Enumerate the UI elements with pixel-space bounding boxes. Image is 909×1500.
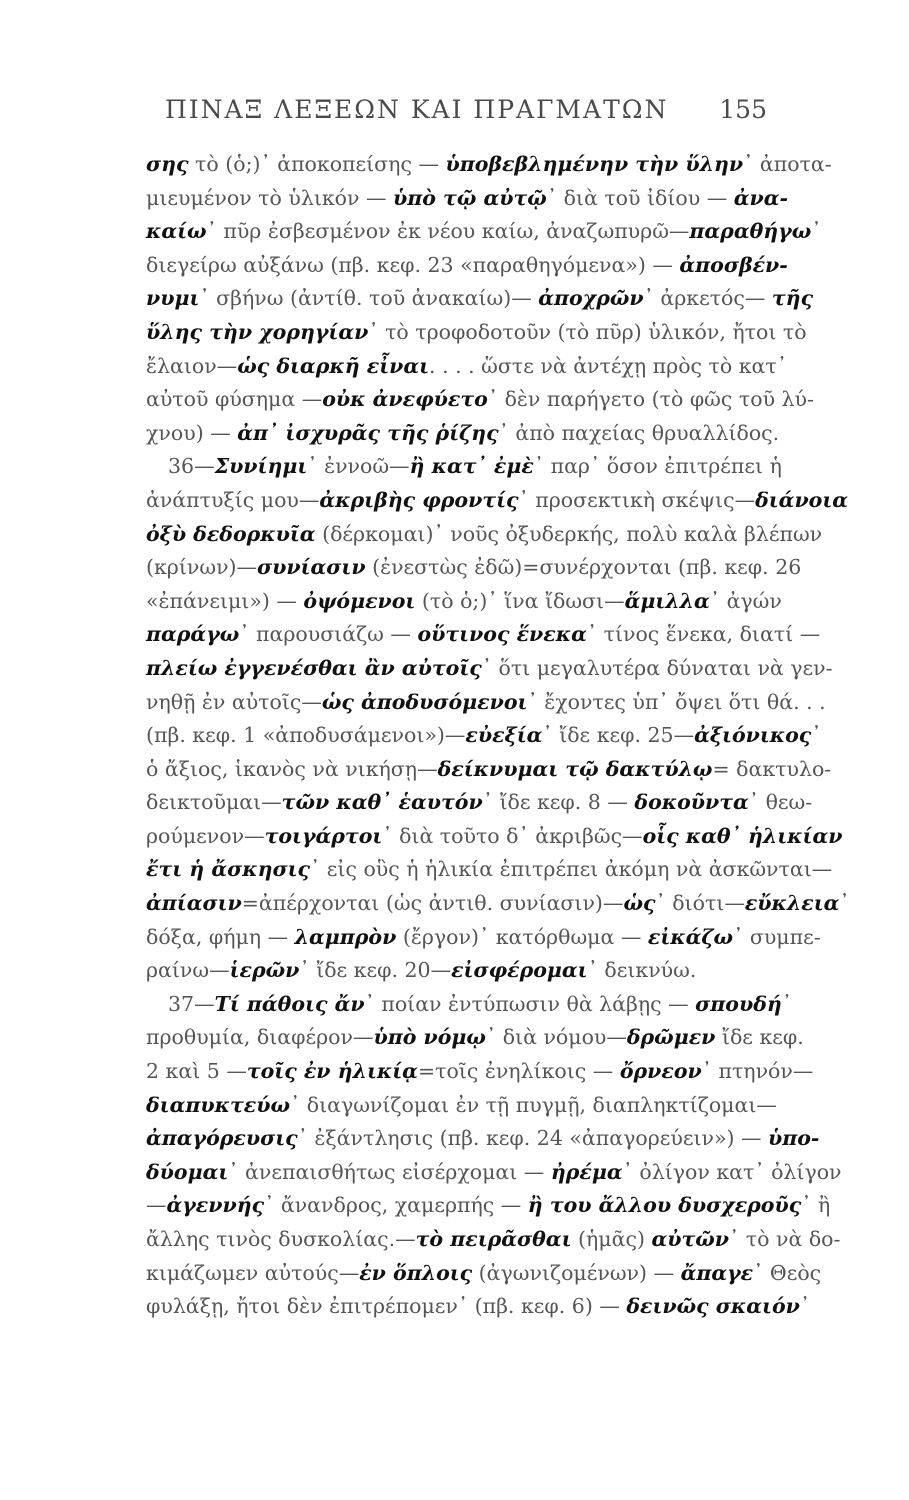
text-line (146, 215, 822, 249)
headword: οἷς καθ᾽ ἡλικίαν (642, 823, 843, 848)
text-line (146, 1257, 822, 1291)
text-line (146, 1290, 811, 1324)
text-line (146, 1223, 841, 1257)
definition-text: ᾽ διότι— (655, 891, 745, 916)
headword: ἀκριβὴς φροντίς (319, 487, 519, 512)
headword: δεινῶς σκαιόν (626, 1294, 800, 1319)
text-line (146, 786, 813, 820)
headword: ὀψόμενοι (303, 588, 416, 613)
definition-text: αὐτοῦ φύσημα — (146, 387, 323, 412)
headword: ἀξιόνικος (694, 723, 812, 748)
text-line (146, 585, 782, 619)
text-line (146, 282, 814, 316)
definition-text: ᾽ τίνος ἕνεκα, διατί — (586, 622, 821, 647)
headword: σπουδή (695, 991, 782, 1016)
definition-text: ᾽ τὸ τροφοδοτοῦν (τὸ πῦρ) ὑλικόν, ἤτοι τὸ (368, 319, 807, 344)
headword: εὔκλεια (744, 891, 840, 916)
definition-text: — (146, 1193, 167, 1218)
definition-text: φυλάξῃ, ἤτοι δὲν ἐπιτρέπομεν᾽ (πβ. κεφ. 6) — (146, 1294, 627, 1319)
headword: τοιγάρτοι (264, 823, 383, 848)
text-line (146, 249, 788, 283)
text-line (146, 618, 821, 652)
definition-text: ᾽ Θεὸς (753, 1260, 822, 1285)
headword: συνίασιν (257, 555, 366, 580)
definition-text: ᾽ διὰ νόμου— (485, 1025, 627, 1050)
text-line (146, 148, 832, 182)
headword: Τί πάθοις ἄν (214, 991, 365, 1016)
definition-text: ᾽ τὸ νὰ δο- (729, 1227, 841, 1251)
headword: παραθήγω (689, 219, 812, 244)
text-line (146, 551, 802, 585)
text-line (146, 921, 821, 955)
definition-text: ἄλλης τινὸς δυσκολίας.— (146, 1227, 416, 1251)
definition-text: 37— (168, 991, 215, 1016)
text-line (146, 1189, 831, 1223)
definition-text: ᾽ ἴδε κεφ. 25— (542, 723, 695, 748)
definition-text: ᾽ θεω- (748, 790, 813, 815)
definition-text: ᾽ ἀγών (709, 588, 782, 613)
glossary-text (146, 148, 850, 1324)
headword: διαπυκτεύω (146, 1092, 290, 1117)
headword: ὡς ἀποδυσόμενοι (321, 689, 528, 714)
page-number: 155 (719, 95, 767, 124)
definition-text: (κρίνων)— (146, 555, 258, 580)
definition-text: ἀνάπτυξίς μου— (146, 487, 320, 512)
definition-text: ἔλαιον— (146, 353, 238, 378)
headword: ἄπαγε (680, 1260, 754, 1285)
headword: ὡς διαρκῆ εἶναι (237, 353, 430, 378)
definition-text: ᾽ εἰς οὓς ἡ ἡλικία ἐπιτρέπει ἀκόμη νὰ ἀσκῶνται— (310, 857, 833, 882)
text-line (146, 1021, 804, 1055)
definition-text: μιευμένον τὸ ὑλικόν — (146, 185, 394, 210)
headword: ἱερῶν (229, 958, 300, 983)
definition-text: «ἐπάνειμι») — (146, 588, 304, 613)
running-header (165, 95, 767, 131)
headword: ἀγεννής (166, 1193, 265, 1218)
headword: οὕτινος ἕνεκα (417, 622, 587, 647)
text-line (146, 1156, 842, 1190)
headword: ἀποσβέν- (679, 252, 788, 277)
definition-text: ᾽ διὰ τοῦτο δ᾽ ἀκριβῶς— (382, 823, 643, 848)
headword: δρῶμεν (626, 1025, 716, 1050)
headword: εἰκάζω (647, 924, 734, 949)
text-line (146, 518, 823, 552)
headword: αὐτῶν (651, 1227, 730, 1251)
definition-text: ᾽ ἴδε κεφ. 8 — (482, 790, 635, 815)
headword: παράγω (146, 622, 240, 647)
headword: ὄρνεον (619, 1059, 702, 1084)
headword: δείκνυμαι τῷ δακτύλῳ (437, 756, 713, 781)
text-line (146, 853, 833, 887)
headword: ὑποβεβλημένην τὴν ὕλην (445, 152, 744, 176)
definition-text: ᾽ ἢ (801, 1193, 831, 1218)
definition-text: ᾽ ἐννοῶ— (307, 454, 410, 479)
definition-text: νηθῇ ἐν αὐτοῖς— (146, 689, 322, 714)
definition-text: ᾽ διαγωνίζομαι ἐν τῇ πυγμῇ, διαπληκτίζομαι— (289, 1092, 777, 1117)
headword: οὐκ ἀνεφύετο (322, 387, 488, 412)
definition-text: (δέρκομαι)᾽ νοῦς ὀξυδερκής, πολὺ καλὰ βλέπων (315, 521, 823, 546)
text-line (146, 753, 832, 787)
headword: ὑπὸ νόμῳ (373, 1025, 486, 1050)
definition-text: ᾽ ἴδε κεφ. 20— (299, 958, 452, 983)
headword: τοῖς ἐν ἡλικίᾳ (246, 1059, 418, 1084)
definition-text: ᾽ δεικνύω. (587, 958, 697, 983)
definition-text: (πβ. κεφ. 1 «ἀποδυσάμενοι»)— (146, 723, 466, 748)
headword: ὑπο- (768, 1126, 820, 1151)
text-line (146, 954, 766, 988)
definition-text: ᾽ (781, 991, 793, 1016)
headword: δύομαι (146, 1159, 229, 1184)
headword: σης (146, 152, 189, 176)
definition-text: ραίνω— (146, 958, 230, 983)
text-line (146, 383, 814, 417)
definition-text: ᾽ ἀρκετός— (643, 286, 772, 311)
definition-text: (τὸ ὁ;)᾽ ἵνα ἴδωσι— (415, 588, 625, 613)
definition-text: ᾽ προσεκτικὴ σκέψις— (518, 487, 756, 512)
definition-text: ᾽ διὰ τοῦ ἰδίου — (546, 185, 734, 210)
definition-text: ᾽ παρουσιάζω — (239, 622, 418, 647)
headword: εἰσφέρομαι (451, 958, 588, 983)
headword: τῆς (771, 286, 814, 311)
text-line (146, 988, 793, 1022)
definition-text: ὁ ἄξιος, ἱκανὸς νὰ νικήσῃ— (146, 756, 438, 781)
headword: ἀπίασιν (146, 891, 242, 916)
definition-text: ᾽ πτηνόν— (701, 1059, 814, 1084)
headword: ἐν ὅπλοις (359, 1260, 473, 1285)
definition-text: (ἔργον)᾽ κατόρθωμα — (396, 924, 648, 949)
definition-text: προθυμία, διαφέρον— (146, 1025, 374, 1050)
headword: νυμι (146, 286, 200, 311)
headword: ὑπὸ τῷ αὐτῷ (393, 185, 547, 210)
headword: διάνοια (755, 487, 849, 512)
definition-text: δεικτοῦμαι— (146, 790, 282, 815)
text-line (146, 484, 849, 518)
definition-text: ᾽ (811, 219, 822, 244)
headword: τῶν καθ᾽ ἑαυτόν (281, 790, 483, 815)
headword: ὕλης τὴν χορηγίαν (146, 319, 369, 344)
definition-text: (ἡμᾶς) (571, 1227, 652, 1251)
definition-text: ἴδε κεφ. (715, 1025, 804, 1050)
definition-text: ᾽ ἄνανδρος, χαμερπής — (264, 1193, 528, 1218)
definition-text: ᾽ (799, 1294, 811, 1319)
header-title: ΠΙΝΑΞ ΛΕΞΕΩΝ ΚΑΙ ΠΡΑΓΜΑΤΩΝ (165, 95, 669, 124)
headword: ὀξὺ δεδορκυῖα (146, 521, 316, 546)
definition-text: ρούμενον— (146, 823, 265, 848)
definition-text: (ἐνεστὼς ἐδῶ)=συνέρχονται (πβ. κεφ. 26 (365, 555, 802, 580)
definition-text: χνου) — (146, 420, 238, 445)
headword: ὡς (623, 891, 656, 916)
text-line (146, 887, 850, 921)
definition-text: ᾽ δὲν παρήγετο (τὸ φῶς τοῦ λύ- (487, 387, 814, 412)
text-line (146, 350, 787, 384)
headword: ἅμιλλα (624, 588, 710, 613)
text-line (146, 1122, 820, 1156)
definition-text: διεγείρω αὐξάνω (πβ. κεφ. 23 «παραθηγόμενα») — (146, 252, 680, 277)
text-line (146, 450, 782, 484)
definition-text: ᾽ συμπε- (733, 924, 821, 949)
headword: εὐεξία (465, 723, 543, 748)
definition-text: ᾽ πῦρ ἐσβεσμένον ἐκ νέου καίω, ἀναζωπυρῶ— (206, 219, 690, 244)
headword: καίω (146, 219, 207, 244)
definition-text: ᾽ ποίαν ἐντύπωσιν θὰ λάβῃς — (364, 991, 696, 1016)
definition-text: ᾽ (811, 723, 822, 748)
text-line (146, 686, 826, 720)
headword: ἀπ᾽ ἰσχυρᾶς τῆς ῥίζης (237, 420, 499, 445)
text-line (146, 1055, 814, 1089)
definition-text: ᾽ παρ᾽ ὅσον ἐπιτρέπει ἡ (533, 454, 782, 479)
definition-text: . . . . ὥστε νὰ ἀντέχῃ πρὸς τὸ κατ᾽ (429, 353, 787, 378)
definition-text: ᾽ ἔχοντες ὑπ᾽ ὄψει ὅτι θά. . . (527, 689, 826, 714)
definition-text: ᾽ ἀπὸ παχείας θρυαλλίδος. (498, 420, 780, 445)
definition-text: ᾽ σβήνω (ἀντίθ. τοῦ ἀνακαίω)— (199, 286, 539, 311)
definition-text: =ἀπέρχονται (ὡς ἀντιθ. συνίασιν)— (241, 891, 624, 916)
text-line (146, 820, 843, 854)
headword: πλείω ἐγγενέσθαι ἂν αὐτοῖς (146, 655, 482, 680)
definition-text: 2 καὶ 5 — (146, 1059, 247, 1084)
definition-text: (ἀγωνιζομένων) — (472, 1260, 681, 1285)
headword: ἢ του ἄλλου δυσχεροῦς (527, 1193, 802, 1218)
headword: Συνίημι (214, 454, 308, 479)
definition-text: δόξα, φήμη — (146, 924, 295, 949)
definition-text: ᾽ (839, 891, 850, 916)
headword: δοκοῦντα (634, 790, 749, 815)
headword: τὸ πειρᾶσθαι (415, 1227, 572, 1251)
headword: ἀνα- (733, 185, 789, 210)
text-line (146, 719, 822, 753)
definition-text: =τοῖς ἐνηλίκοις — (417, 1059, 620, 1084)
definition-text: ᾽ ἀποτα- (743, 152, 832, 176)
definition-text: 36— (168, 454, 215, 479)
text-line (146, 417, 780, 451)
definition-text: = δακτυλο- (712, 756, 832, 781)
headword: ἢ κατ᾽ ἐμὲ (409, 454, 534, 479)
headword: ἀποχρῶν (538, 286, 644, 311)
headword: ἔτι ἡ ἄσκησις (146, 857, 311, 882)
definition-text: κιμάζωμεν αὐτούς— (146, 1260, 360, 1285)
text-line (146, 316, 807, 350)
text-line (146, 182, 789, 216)
headword: ἀπαγόρευσις (146, 1126, 298, 1151)
headword: λαμπρὸν (294, 924, 397, 949)
definition-text: ᾽ ἀνεπαισθήτως εἰσέρχομαι — (228, 1159, 551, 1184)
text-line (146, 1089, 777, 1123)
text-line (146, 652, 833, 686)
headword: ἠρέμα (550, 1159, 623, 1184)
definition-text: ᾽ ὅτι μεγαλυτέρα δύναται νὰ γεν- (481, 655, 833, 680)
definition-text: τὸ (ὁ;)᾽ ἀποκοπείσης — (188, 152, 446, 176)
definition-text: ᾽ ἐξάντλησις (πβ. κεφ. 24 «ἀπαγορεύειν») — (297, 1126, 769, 1151)
definition-text: ᾽ ὀλίγον κατ᾽ ὀλίγον (622, 1159, 842, 1184)
